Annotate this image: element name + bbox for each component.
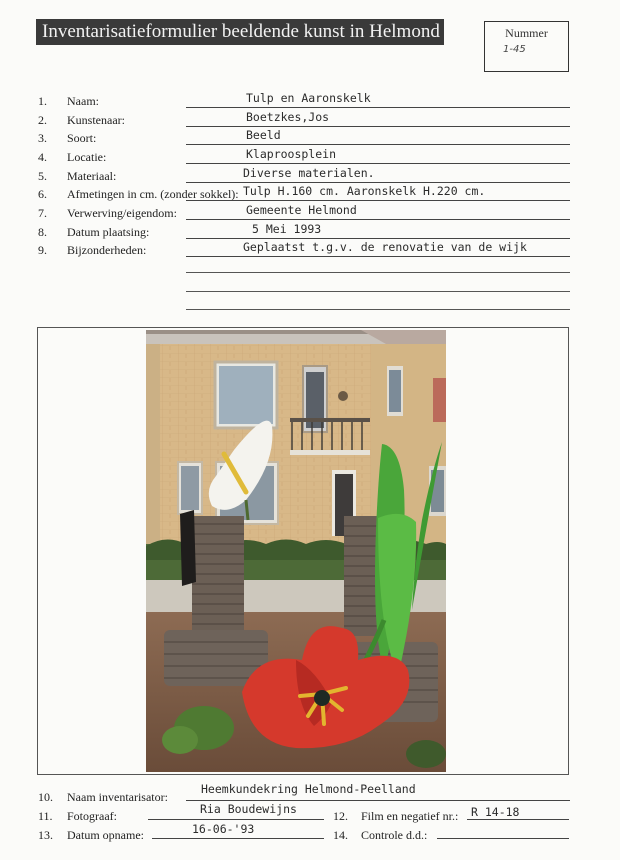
nummer-value: 1-45 bbox=[503, 44, 526, 55]
field-underline bbox=[186, 126, 570, 127]
field-number: 14. bbox=[333, 828, 348, 842]
field-label: Locatie: bbox=[67, 150, 107, 164]
field-label: Afmetingen in cm. (zonder sokkel): bbox=[67, 187, 239, 201]
field-underline bbox=[437, 838, 569, 839]
field-row-kunstenaar bbox=[0, 110, 620, 131]
field-value-naam: Tulp en Aaronskelk bbox=[246, 91, 371, 105]
field-number: 6. bbox=[38, 187, 47, 201]
field-underline bbox=[186, 256, 570, 257]
field-underline bbox=[186, 163, 570, 164]
field-value-inventarisator: Heemkundekring Helmond-Peelland bbox=[201, 782, 416, 796]
field-number: 4. bbox=[38, 150, 47, 164]
sculpture-photo bbox=[146, 330, 446, 772]
field-underline bbox=[186, 182, 570, 183]
blank-line bbox=[186, 272, 570, 273]
field-label: Datum plaatsing: bbox=[67, 225, 150, 239]
field-value-materiaal: Diverse materialen. bbox=[243, 166, 375, 180]
field-label: Naam: bbox=[67, 94, 99, 108]
field-number: 5. bbox=[38, 169, 47, 183]
field-label: Soort: bbox=[67, 131, 97, 145]
field-value-fotograaf: Ria Boudewijns bbox=[200, 802, 297, 816]
field-label: Materiaal: bbox=[67, 169, 117, 183]
field-number: 10. bbox=[38, 790, 53, 804]
field-underline bbox=[186, 200, 570, 201]
field-number: 2. bbox=[38, 113, 47, 127]
field-label: Fotograaf: bbox=[67, 809, 117, 823]
field-row-fotograaf bbox=[38, 802, 328, 827]
field-label: Datum opname: bbox=[67, 828, 144, 842]
field-value-datum-opname: 16-06-'93 bbox=[192, 822, 255, 836]
field-value-bijzonderheden: Geplaatst t.g.v. de renovatie van de wijk bbox=[243, 240, 527, 254]
field-value-afmetingen: Tulp H.160 cm. Aaronskelk H.220 cm. bbox=[243, 184, 486, 198]
field-number: 11. bbox=[38, 809, 53, 823]
field-row-bijzonderheden bbox=[0, 240, 620, 261]
field-label: Film en negatief nr.: bbox=[361, 809, 459, 823]
field-underline bbox=[148, 819, 324, 820]
field-value-verwerving: Gemeente Helmond bbox=[246, 203, 357, 217]
field-number: 7. bbox=[38, 206, 47, 220]
blank-line bbox=[186, 309, 570, 310]
field-value-locatie: Klaproosplein bbox=[246, 147, 337, 161]
field-number: 8. bbox=[38, 225, 47, 239]
field-underline bbox=[186, 144, 570, 145]
field-value-kunstenaar: Boetzkes,Jos bbox=[246, 110, 330, 124]
field-number: 12. bbox=[333, 809, 348, 823]
field-underline bbox=[186, 238, 570, 239]
field-number: 3. bbox=[38, 131, 47, 145]
field-row-controle bbox=[333, 828, 573, 846]
field-number: 13. bbox=[38, 828, 53, 842]
field-row-film-negatief bbox=[333, 805, 573, 827]
field-label: Kunstenaar: bbox=[67, 113, 125, 127]
field-value-film-negatief: R 14-18 bbox=[471, 805, 520, 819]
field-underline bbox=[186, 219, 570, 220]
field-number: 1. bbox=[38, 94, 47, 108]
field-underline bbox=[186, 800, 570, 801]
field-underline bbox=[186, 107, 570, 108]
field-label: Verwerving/eigendom: bbox=[67, 206, 177, 220]
blank-line bbox=[186, 291, 570, 292]
field-value-soort: Beeld bbox=[246, 128, 281, 142]
field-row-datum-opname bbox=[38, 822, 328, 846]
field-label: Controle d.d.: bbox=[361, 828, 428, 842]
field-value-datum-plaatsing: 5 Mei 1993 bbox=[252, 222, 322, 236]
nummer-label: Nummer bbox=[505, 26, 548, 40]
field-label: Bijzonderheden: bbox=[67, 243, 147, 257]
field-underline bbox=[152, 838, 324, 839]
form-title: Inventarisatieformulier beeldende kunst in Helmond bbox=[36, 19, 444, 45]
nummer-box bbox=[484, 21, 569, 72]
field-label: Naam inventarisator: bbox=[67, 790, 168, 804]
field-underline bbox=[467, 819, 569, 820]
field-number: 9. bbox=[38, 243, 47, 257]
